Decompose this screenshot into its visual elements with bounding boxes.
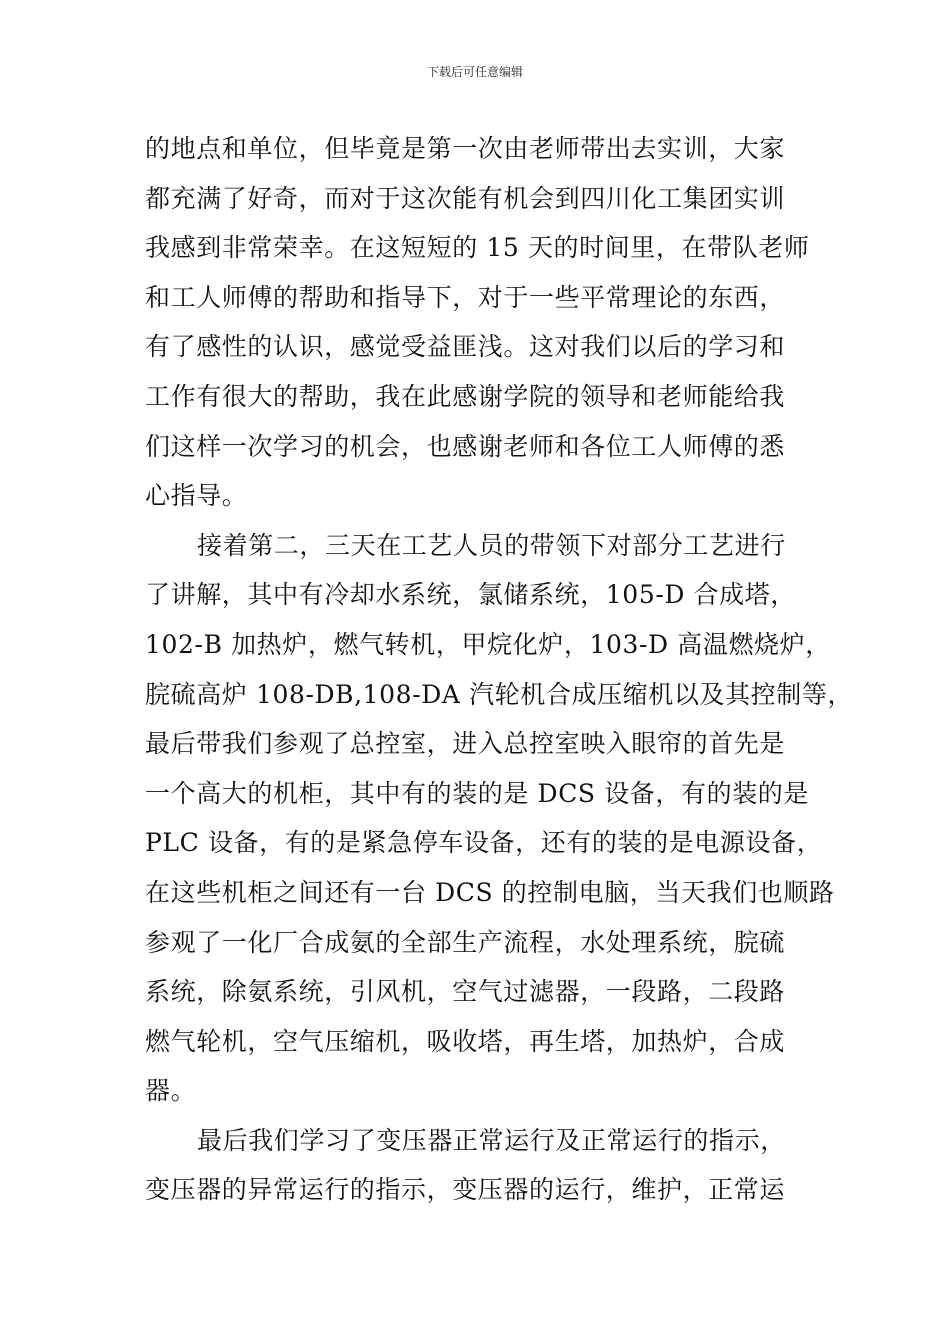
text-line: 都充满了好奇，而对于这次能有机会到四川化工集团实训 [145,183,786,213]
paragraph-2 [145,521,854,1116]
text-line: 燃气轮机，空气压缩机，吸收塔，再生塔，加热炉，合成 [145,1026,786,1056]
text-line: 在这些机柜之间还有一台 DCS 的控制电脑，当天我们也顺路 [145,877,835,907]
text-line: 工作有很大的帮助，我在此感谢学院的领导和老师能给我 [145,381,786,411]
text-line: 我感到非常荣幸。在这短短的 15 天的时间里，在带队老师 [145,233,810,263]
text-line: 有了感性的认识，感觉受益匪浅。这对我们以后的学习和 [145,332,786,362]
text-line: 最后带我们参观了总控室，进入总控室映入眼帘的首先是 [145,729,786,759]
text-line: 器。 [145,1076,197,1106]
text-line: 变压器的异常运行的指示，变压器的运行，维护，正常运 [145,1175,786,1205]
page-header: 下载后可任意编辑 [426,65,523,79]
text-line: 接着第二，三天在工艺人员的带领下对部分工艺进行 [197,530,786,560]
document-body [145,124,854,1215]
text-line: 一个高大的机柜，其中有的装的是 DCS 设备，有的装的是 [145,778,809,808]
text-line: 102-B 加热炉，燃气转机，甲烷化炉，103-D 高温燃烧炉， [145,629,831,659]
text-line: 参观了一化厂合成氨的全部生产流程，水处理系统，脘硫 [145,927,786,957]
text-line: 们这样一次学习的机会，也感谢老师和各位工人师傅的悉 [145,431,786,461]
text-line: PLC 设备，有的是紧急停车设备，还有的装的是电源设备， [145,828,823,858]
paragraph-3 [145,1116,825,1215]
text-line: 系统，除氨系统，引风机，空气过滤器，一段路，二段路 [145,977,786,1007]
text-line: 最后我们学习了变压器正常运行及正常运行的指示， [197,1125,786,1155]
text-line: 的地点和单位，但毕竟是第一次由老师带出去实训，大家 [145,134,786,163]
text-line: 心指导。 [145,481,248,511]
text-line: 了讲解，其中有冷却水系统，氯储系统，105-D 合成塔， [145,580,796,610]
text-line: 和工人师傅的帮助和指导下，对于一些平常理论的东西， [145,282,786,312]
paragraph-1 [145,124,825,521]
text-line: 脘硫高炉 108-DB,108-DA 汽轮机合成压缩机以及其控制等， [145,679,854,709]
